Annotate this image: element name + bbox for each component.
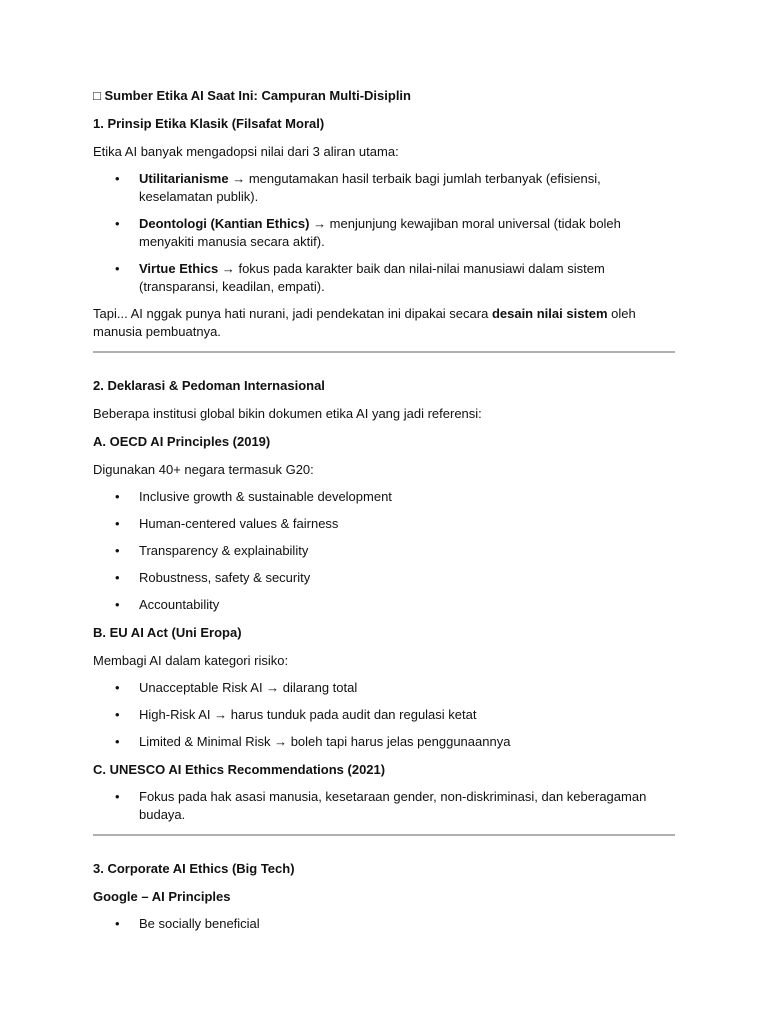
google-principles-heading: Google – AI Principles xyxy=(93,889,231,904)
list-item-term: Utilitarianisme xyxy=(139,171,229,186)
subsection-b-intro: Membagi AI dalam kategori risiko: xyxy=(93,653,289,668)
list-item: • Limited & Minimal Risk → boleh tapi harus jelas penggunaannya xyxy=(93,733,675,751)
list-item-text: → mengutamakan hasil terbaik bagi jumlah terbanyak (efisiensi, keselamatan publik). xyxy=(139,171,601,204)
list-item: • Robustness, safety & security xyxy=(93,569,675,587)
list-item: • Accountability xyxy=(93,596,675,614)
list-item-term: Virtue Ethics xyxy=(139,261,219,276)
list-item xyxy=(93,170,675,206)
subsection-b-list xyxy=(93,679,675,751)
section-1-intro: Etika AI banyak mengadopsi nilai dari 3 aliran utama: xyxy=(93,144,399,159)
section-1-heading: 1. Prinsip Etika Klasik (Filsafat Moral) xyxy=(93,116,325,131)
subsection-a-heading: A. OECD AI Principles (2019) xyxy=(93,434,271,449)
list-item-text: → menjunjung kewajiban moral universal (tidak boleh menyakiti manusia secara aktif). xyxy=(139,216,621,249)
subsection-a-list xyxy=(93,488,675,614)
list-item xyxy=(93,260,675,296)
section-2-intro: Beberapa institusi global bikin dokumen etika AI yang jadi referensi: xyxy=(93,406,482,421)
document-title: □ Sumber Etika AI Saat Ini: Campuran Multi-Disiplin xyxy=(93,88,411,103)
list-item-term: Deontologi (Kantian Ethics) xyxy=(139,216,310,231)
list-item: • Transparency & explainability xyxy=(93,542,675,560)
google-principles-list xyxy=(93,915,675,933)
section-divider xyxy=(93,351,675,353)
section-1-list xyxy=(93,170,675,296)
section-1-closing: Tapi... AI nggak punya hati nurani, jadi pendekatan ini dipakai secara desain nilai sistem oleh manusia pembuatnya. xyxy=(93,306,636,339)
list-item: • Inclusive growth & sustainable development xyxy=(93,488,675,506)
subsection-c-list xyxy=(93,788,675,824)
subsection-a-intro: Digunakan 40+ negara termasuk G20: xyxy=(93,462,314,477)
list-item: • High-Risk AI → harus tunduk pada audit dan regulasi ketat xyxy=(93,706,675,724)
list-item: • Unacceptable Risk AI → dilarang total xyxy=(93,679,675,697)
list-item: • Human-centered values & fairness xyxy=(93,515,675,533)
placeholder-glyph-icon: □ xyxy=(93,88,101,103)
section-2-heading: 2. Deklarasi & Pedoman Internasional xyxy=(93,378,325,393)
section-divider xyxy=(93,834,675,836)
document-content xyxy=(93,87,675,933)
subsection-c-heading: C. UNESCO AI Ethics Recommendations (2021) xyxy=(93,762,386,777)
list-item-text: → fokus pada karakter baik dan nilai-nilai manusiawi dalam sistem (transparansi, keadilan, empati). xyxy=(139,261,605,294)
subsection-b-heading: B. EU AI Act (Uni Eropa) xyxy=(93,625,242,640)
section-3-heading: 3. Corporate AI Ethics (Big Tech) xyxy=(93,861,295,876)
list-item: • Fokus pada hak asasi manusia, kesetaraan gender, non-diskriminasi, dan keberagaman budaya. xyxy=(93,788,675,824)
list-item: • Be socially beneficial xyxy=(93,915,675,933)
list-item xyxy=(93,215,675,251)
